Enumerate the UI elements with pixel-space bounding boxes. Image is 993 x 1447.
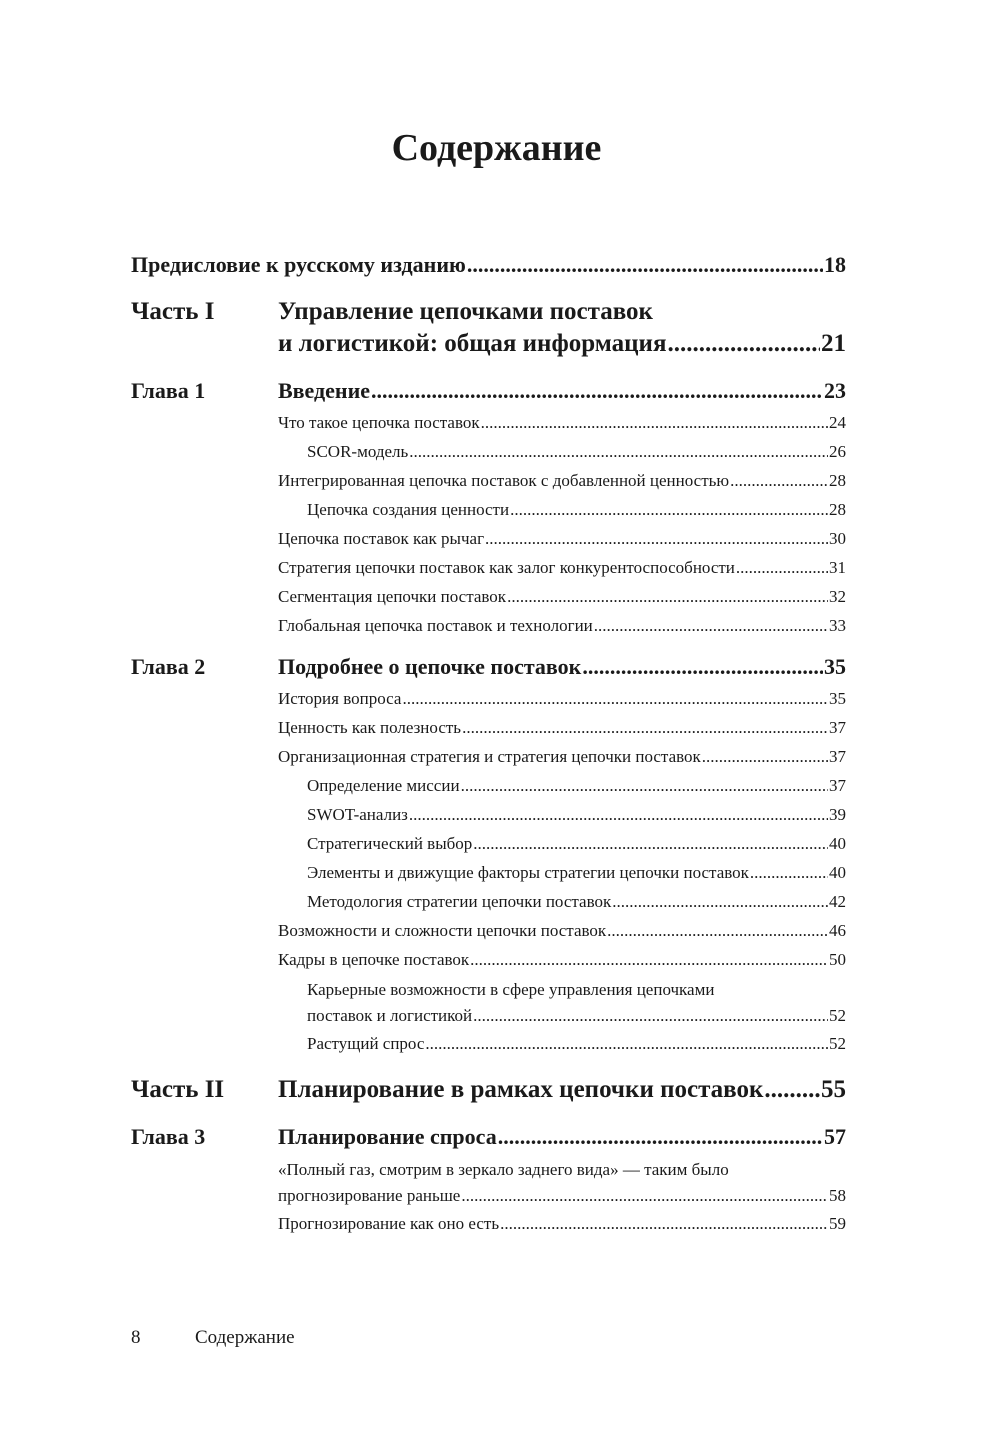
toc-entry-subsection[interactable] [131,887,846,916]
toc-page-number: 39 [829,805,846,824]
toc-page-number: 37 [829,747,846,766]
toc-entry-chapter-2[interactable] [131,652,846,682]
toc-entry-subsection[interactable] [131,974,846,1029]
toc-entry-text: Кадры в цепочке поставок [278,950,470,969]
toc-entry-text: Цепочка создания ценности [307,500,510,519]
toc-entry-section[interactable] [131,553,846,582]
toc-entry-text: Введение [278,378,371,403]
toc-entry-section[interactable] [131,916,846,945]
toc-page-number: 46 [829,921,846,940]
toc-part-label: Часть I [131,298,215,325]
toc-entry-text: Предисловие к русскому изданию [131,252,466,277]
toc-entry-text: SCOR-модель [307,442,409,461]
toc-entry-text-line-1: «Полный газ, смотрим в зеркало заднего вида» — таким было [278,1160,729,1179]
toc-page-number: 40 [829,863,846,882]
toc-entry-text: Растущий спрос [307,1034,425,1053]
toc-page-number: 32 [829,587,846,606]
page-title: Содержание [391,127,602,169]
page-footer [131,1325,295,1351]
toc-entry-text: Стратегический выбор [307,834,473,853]
toc-page-number: 23 [824,378,846,403]
toc-entry-chapter-3[interactable] [131,1122,846,1152]
toc-page-number: 55 [821,1076,846,1103]
toc-entry-text-line-2: прогнозирование раньше [278,1186,461,1205]
toc-entry-text-line-1: Управление цепочками поставок [278,298,653,325]
toc-entry-subsection[interactable] [131,771,846,800]
toc-entry-text: Глобальная цепочка поставок и технологии [278,616,593,635]
toc-entry-section[interactable] [131,524,846,553]
toc-entry-text: Методология стратегии цепочки поставок [307,892,612,911]
toc-chapter-label: Глава 1 [131,378,206,403]
toc-entry-subsection[interactable] [131,1029,846,1058]
toc-page-number: 37 [829,718,846,737]
toc-entry-text-line-1: Карьерные возможности в сфере управления цепочками [307,980,715,999]
toc-page-number: 37 [829,776,846,795]
running-title: Содержание [195,1327,295,1348]
table-of-contents [131,250,846,1238]
toc-entry-text: Элементы и движущие факторы стратегии цепочки поставок [307,863,749,882]
toc-page-number: 50 [829,950,846,969]
toc-entry-text: Подробнее о цепочке поставок [278,654,582,679]
toc-entry-subsection[interactable] [131,858,846,887]
toc-page-number: 59 [829,1214,846,1233]
toc-page-number: 28 [829,500,846,519]
toc-page-number: 26 [829,442,846,461]
toc-entry-text: Определение миссии [307,776,460,795]
toc-page-number: 52 [829,1006,846,1025]
toc-entry-section[interactable] [131,1209,846,1238]
toc-entry-part-1[interactable] [131,296,846,360]
toc-entry-text-line-2: поставок и логистикой [307,1006,473,1025]
toc-page-number: 52 [829,1034,846,1053]
page-number: 8 [131,1327,141,1348]
toc-page-number: 33 [829,616,846,635]
toc-entry-part-2[interactable] [131,1074,846,1106]
toc-page-number: 40 [829,834,846,853]
toc-entry-text: Планирование спроса [278,1124,497,1149]
toc-part-label: Часть II [131,1076,225,1103]
toc-entry-subsection[interactable] [131,495,846,524]
toc-entry-text: SWOT-анализ [307,805,408,824]
toc-entry-section[interactable] [131,1154,846,1209]
toc-entry-text: Планирование в рамках цепочки поставок [278,1076,764,1103]
toc-page-number: 24 [829,413,846,432]
toc-entry-text: Стратегия цепочки поставок как залог конкурентоспособности [278,558,735,577]
toc-entry-text: Ценность как полезность [278,718,462,737]
toc-entry-preface[interactable] [131,250,846,280]
toc-page-number: 35 [829,689,846,708]
toc-page-number: 30 [829,529,846,548]
toc-entry-section[interactable] [131,742,846,771]
toc-entry-text: Что такое цепочка поставок [278,413,480,432]
toc-entry-subsection[interactable] [131,829,846,858]
toc-entry-section[interactable] [131,582,846,611]
toc-page-number: 28 [829,471,846,490]
toc-entry-subsection[interactable] [131,800,846,829]
toc-entry-text: Интегрированная цепочка поставок с добавленной ценностью [278,471,730,490]
toc-entry-section[interactable] [131,945,846,974]
toc-entry-text: Цепочка поставок как рычаг [278,529,485,548]
toc-entry-text: Возможности и сложности цепочки поставок [278,921,607,940]
toc-entry-section[interactable] [131,466,846,495]
toc-chapter-label: Глава 3 [131,1124,206,1149]
toc-page-number: 21 [821,330,846,357]
toc-entry-subsection[interactable] [131,437,846,466]
toc-page-number: 42 [829,892,846,911]
toc-entry-text: Сегментация цепочки поставок [278,587,507,606]
toc-entry-text-line-2: и логистикой: общая информация [278,330,667,357]
toc-entry-chapter-1[interactable] [131,376,846,406]
toc-chapter-label: Глава 2 [131,654,206,679]
toc-entry-section[interactable] [131,611,846,640]
toc-entry-section[interactable] [131,408,846,437]
toc-page-number: 57 [824,1124,846,1149]
toc-page-number: 18 [824,252,846,277]
toc-page-number: 58 [829,1186,846,1205]
toc-entry-text: История вопроса [278,689,402,708]
toc-entry-text: Организационная стратегия и стратегия цепочки поставок [278,747,701,766]
toc-page-number: 35 [824,654,846,679]
toc-page-number: 31 [829,558,846,577]
toc-entry-text: Прогнозирование как оно есть [278,1214,500,1233]
toc-entry-section[interactable] [131,684,846,713]
toc-entry-section[interactable] [131,713,846,742]
